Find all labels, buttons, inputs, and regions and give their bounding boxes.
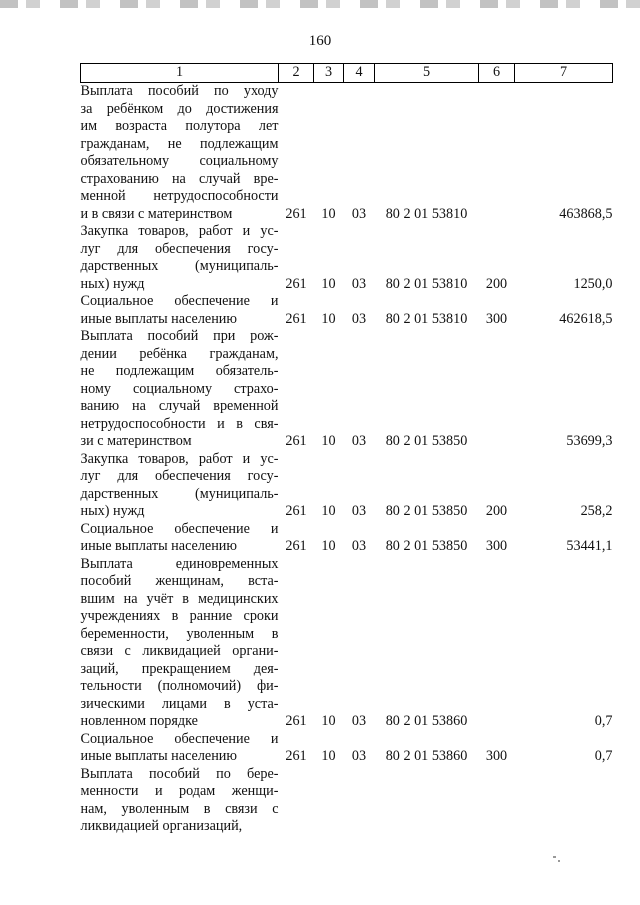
target-article-code: 80 2 01 53810 — [385, 310, 468, 327]
expense-name-line: Выплата пособий по уходу — [80, 83, 279, 99]
expense-name-line: зическими лицами в уста- — [80, 695, 279, 712]
amount: 53441,1 — [566, 538, 613, 554]
amount: 462618,5 — [559, 310, 613, 327]
expense-name-line: вшим на учёт в медицинских — [80, 590, 279, 607]
expense-type-code: 300 — [485, 310, 508, 327]
expense-name-line: и в связи с материнством — [80, 205, 233, 222]
table-row — [81, 293, 613, 328]
expense-name-line: Закупка товаров, работ и ус- — [80, 450, 279, 467]
scan-border-artifact — [0, 0, 640, 8]
grbs-code: 261 — [285, 503, 307, 519]
amount: 1250,0 — [573, 275, 613, 292]
expense-type-code: 300 — [485, 748, 508, 764]
section-code: 10 — [321, 748, 336, 764]
expense-name-line: беременности, уволенным в — [80, 625, 279, 642]
expense-name — [81, 731, 279, 766]
expense-name-line: обязательному социальному — [80, 153, 279, 169]
target-article-code: 80 2 01 53810 — [385, 275, 468, 292]
grbs-code: 261 — [285, 538, 307, 554]
section-code: 10 — [321, 713, 336, 729]
table-body — [81, 83, 613, 836]
expense-name-line: дарственных (муниципаль- — [80, 258, 279, 274]
expense-name-line: заций, прекращением дея- — [80, 660, 279, 677]
expense-name — [81, 328, 279, 451]
section-code: 10 — [321, 433, 336, 449]
table-row — [81, 556, 613, 731]
subsection-code: 03 — [351, 503, 367, 519]
expense-name-line: Выплата единовременных — [80, 555, 279, 572]
subsection-code: 03 — [351, 713, 367, 729]
expense-name-line: ных) нужд — [80, 275, 145, 292]
expense-name-line: за ребёнком до достижения — [80, 100, 279, 117]
expense-name-line: Выплата пособий при рож- — [80, 328, 279, 344]
expense-name-line: Выплата пособий по бере- — [80, 765, 279, 782]
column-header-row — [81, 64, 613, 83]
table-row — [81, 521, 613, 556]
expense-name-line: дарственных (муниципаль- — [80, 485, 279, 502]
grbs-code: 261 — [285, 310, 307, 327]
table-row — [81, 766, 613, 836]
scan-speck — [558, 860, 560, 862]
table-row — [81, 83, 613, 224]
expense-name — [81, 451, 279, 521]
amount: 53699,3 — [566, 433, 613, 449]
expense-name — [81, 556, 279, 731]
expense-type-code: 200 — [485, 275, 508, 292]
budget-table — [80, 63, 613, 836]
column-header-5: 5 — [375, 64, 479, 83]
expense-name — [81, 83, 279, 224]
grbs-code: 261 — [285, 433, 307, 449]
expense-name-line: иные выплаты населению — [80, 538, 237, 554]
grbs-code: 261 — [285, 748, 307, 764]
expense-name-line: ванию на случай временной — [80, 398, 279, 414]
column-header-1: 1 — [81, 64, 279, 83]
section-code: 10 — [321, 503, 336, 519]
column-header-6: 6 — [479, 64, 515, 83]
expense-name-line: страхованию на случай вре- — [80, 170, 279, 187]
expense-name-line: новленном порядке — [80, 713, 198, 729]
expense-name-line: связи с ликвидацией органи- — [80, 643, 279, 659]
expense-name-line: ных) нужд — [80, 503, 145, 519]
expense-type-code: 300 — [485, 538, 508, 554]
expense-name-line: не подлежащим обязатель- — [80, 363, 279, 379]
scan-speck — [553, 856, 556, 858]
expense-name-line: иные выплаты населению — [80, 310, 237, 327]
expense-name — [81, 766, 279, 836]
expense-type-code — [479, 328, 515, 451]
expense-name-line: нам, уволенным в связи с — [80, 800, 279, 817]
subsection-code: 03 — [351, 205, 367, 222]
subsection-code: 03 — [351, 310, 367, 327]
column-header-2: 2 — [279, 64, 314, 83]
table-row — [81, 223, 613, 293]
amount: 463868,5 — [559, 205, 613, 222]
expense-name-line: ному социальному страхо- — [80, 380, 279, 397]
expense-type-code: 200 — [485, 503, 508, 519]
target-article-code: 80 2 01 53850 — [385, 538, 468, 554]
amount: 258,2 — [580, 503, 613, 519]
expense-type-code — [479, 766, 515, 836]
expense-name-line: менности и родам женщи- — [80, 783, 279, 799]
target-article-code: 80 2 01 53860 — [385, 713, 468, 729]
grbs-code — [279, 766, 314, 836]
expense-name — [81, 223, 279, 293]
expense-name-line: Закупка товаров, работ и ус- — [80, 223, 279, 239]
expense-name-line: Социальное обеспечение и — [80, 730, 279, 747]
expense-name-line: луг для обеспечения госу- — [80, 468, 279, 484]
section-code: 10 — [321, 538, 336, 554]
expense-name-line: гражданам, не подлежащим — [80, 135, 279, 152]
grbs-code: 261 — [285, 205, 307, 222]
expense-name-line: зи с материнством — [80, 433, 192, 449]
expense-name-line: Социальное обеспечение и — [80, 293, 279, 309]
expense-type-code — [479, 83, 515, 224]
amount: 0,7 — [594, 713, 613, 729]
expense-name-line: им возраста полутора лет — [80, 118, 279, 134]
target-article-code — [375, 766, 479, 836]
target-article-code: 80 2 01 53850 — [385, 433, 468, 449]
expense-name — [81, 521, 279, 556]
page-number: 160 — [308, 33, 332, 49]
table-row — [81, 451, 613, 521]
expense-name-line: учреждениях в ранние сроки — [80, 608, 279, 624]
subsection-code: 03 — [351, 748, 367, 764]
expense-type-code — [479, 556, 515, 731]
section-code: 10 — [321, 275, 336, 292]
expense-name — [81, 293, 279, 328]
expense-name-line: луг для обеспечения госу- — [80, 240, 279, 257]
expense-name-line: тельности (полномочий) фи- — [80, 678, 279, 694]
expense-name-line: дении ребёнка гражданам, — [80, 345, 279, 362]
section-code: 10 — [321, 205, 336, 222]
target-article-code: 80 2 01 53860 — [385, 748, 468, 764]
expense-name-line: Социальное обеспечение и — [80, 520, 279, 537]
grbs-code: 261 — [285, 275, 307, 292]
column-header-4: 4 — [344, 64, 375, 83]
section-code — [314, 766, 344, 836]
expense-name-line: пособий женщинам, вста- — [80, 573, 279, 589]
grbs-code: 261 — [285, 713, 307, 729]
subsection-code — [344, 766, 375, 836]
expense-name-line: иные выплаты населению — [80, 748, 237, 764]
target-article-code: 80 2 01 53850 — [385, 503, 468, 519]
target-article-code: 80 2 01 53810 — [385, 205, 468, 222]
column-header-7: 7 — [515, 64, 613, 83]
table-row — [81, 328, 613, 451]
expense-name-line: нетрудоспособности и в свя- — [80, 415, 279, 432]
subsection-code: 03 — [351, 275, 367, 292]
section-code: 10 — [321, 310, 336, 327]
expense-name-line: ликвидацией организаций, — [80, 818, 243, 834]
table-row — [81, 731, 613, 766]
column-header-3: 3 — [314, 64, 344, 83]
amount: 0,7 — [594, 748, 613, 764]
subsection-code: 03 — [351, 538, 367, 554]
amount — [515, 766, 613, 836]
expense-name-line: менной нетрудоспособности — [80, 188, 279, 204]
subsection-code: 03 — [351, 433, 367, 449]
